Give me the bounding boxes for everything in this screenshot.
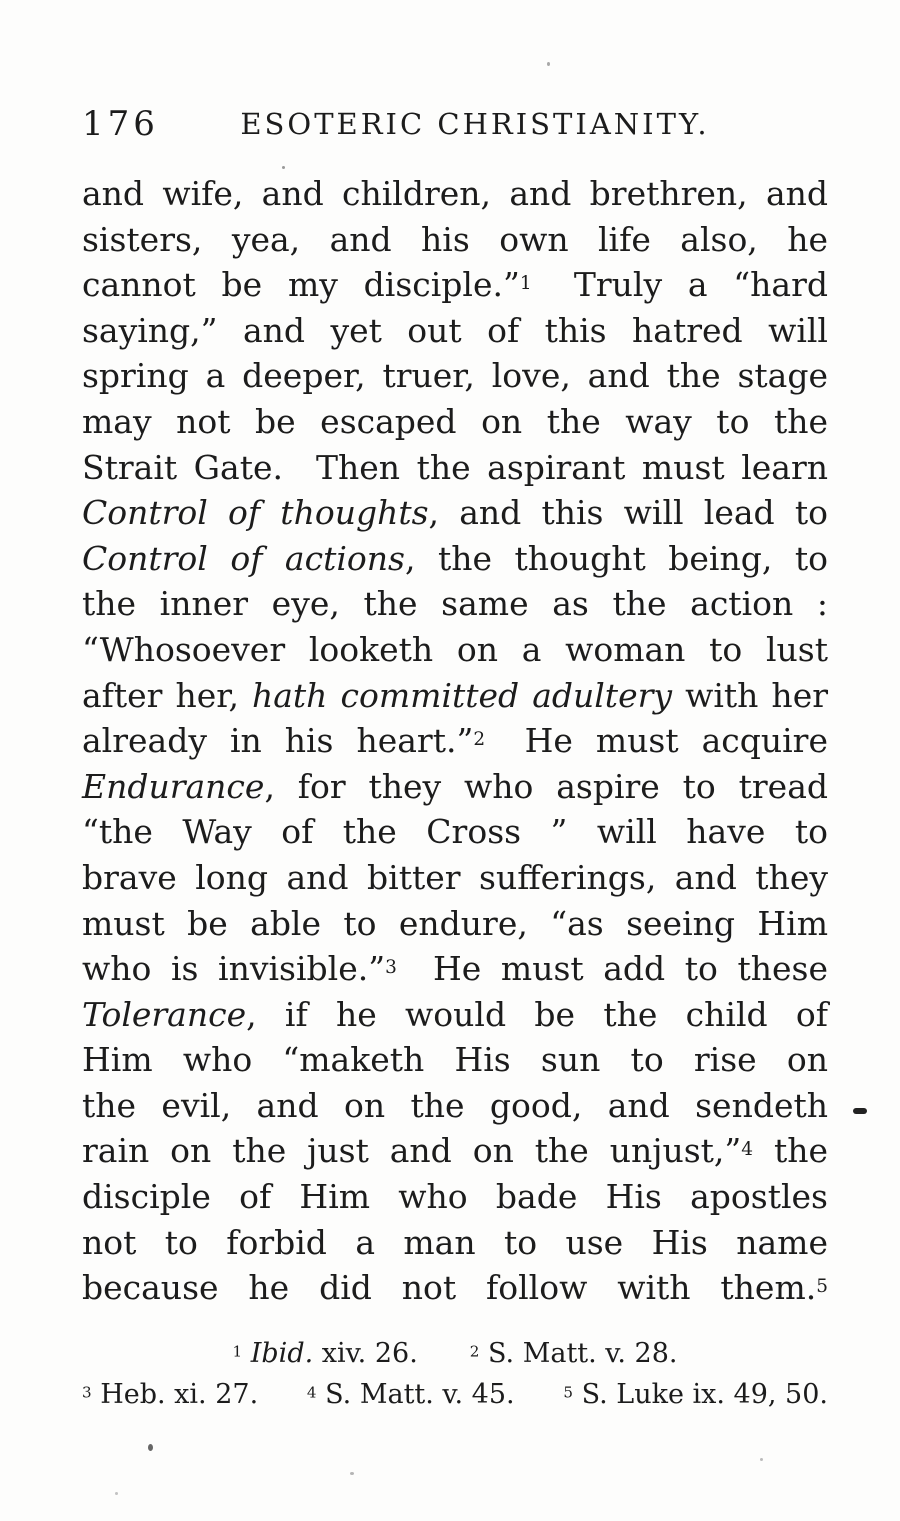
text-line: saying,” and yet out of this hatred will — [82, 310, 828, 350]
text-line: the evil, and on the good, and sendeth — [82, 1085, 828, 1125]
text-line: who is invisible.”$^3$ He must add to these — [82, 949, 828, 989]
footnote-item: $^2$ S. Matt. v. 28. — [469, 1338, 678, 1369]
text-line: Endurance, for they who aspire to tread — [82, 766, 828, 806]
scan-speck — [282, 166, 285, 169]
text-line: brave long and bitter sufferings, and they — [82, 857, 828, 897]
text-line: cannot be my disciple.”$^1$ Truly a “hard — [82, 265, 828, 305]
text-line: after her, hath committed adultery with her — [82, 675, 828, 715]
text-line: “Whosoever looketh on a woman to lust — [82, 629, 828, 669]
body-text — [82, 171, 828, 1311]
text-line: the inner eye, the same as the action : — [82, 584, 828, 624]
text-line: and wife, and children, and brethren, and — [82, 174, 828, 213]
text-line: because he did not follow with them.$^5$ — [82, 1268, 828, 1308]
footnote-line-2 — [82, 1379, 828, 1410]
text-line: Control of thoughts, and this will lead to — [82, 493, 828, 533]
page-header — [82, 102, 828, 150]
text-line: may not be escaped on the way to the — [82, 401, 828, 441]
footnotes — [82, 1338, 828, 1410]
text-line: Tolerance, if he would be the child of — [82, 994, 828, 1034]
footnote-item: $^3$ Heb. xi. 27. — [82, 1379, 259, 1410]
scan-speck — [350, 1472, 354, 1475]
text-line: rain on the just and on the unjust,”$^4$ the — [82, 1131, 828, 1171]
scan-speck — [760, 1458, 763, 1461]
text-line: must be able to endure, “as seeing Him — [82, 903, 828, 943]
footnote-item: $^1$ Ibid. xiv. 26. — [232, 1338, 418, 1369]
text-line: “the Way of the Cross ” will have to — [82, 812, 828, 852]
text-line: Control of actions, the thought being, to — [82, 538, 828, 578]
text-line: already in his heart.”$^2$ He must acquire — [82, 721, 828, 761]
scan-speck — [547, 62, 550, 66]
text-line: Him who “maketh His sun to rise on — [82, 1040, 828, 1080]
text-line: disciple of Him who bade His apostles — [82, 1177, 828, 1217]
footnote-item: $^5$ S. Luke ix. 49, 50. — [563, 1379, 828, 1410]
text-line: not to forbid a man to use His name — [82, 1222, 828, 1262]
scan-speck — [115, 1492, 118, 1495]
footnote-item: $^4$ S. Matt. v. 45. — [306, 1379, 515, 1410]
text-line: Strait Gate. Then the aspirant must learn — [82, 447, 828, 487]
footnote-line-1 — [82, 1338, 828, 1369]
running-title: ESOTERIC CHRISTIANITY. — [240, 107, 710, 141]
text-line: spring a deeper, truer, love, and the stage — [82, 356, 828, 396]
text-line: sisters, yea, and his own life also, he — [82, 219, 828, 259]
scan-speck — [148, 1444, 153, 1451]
page-number: 176 — [82, 104, 159, 144]
scan-ink-mark — [853, 1108, 867, 1114]
